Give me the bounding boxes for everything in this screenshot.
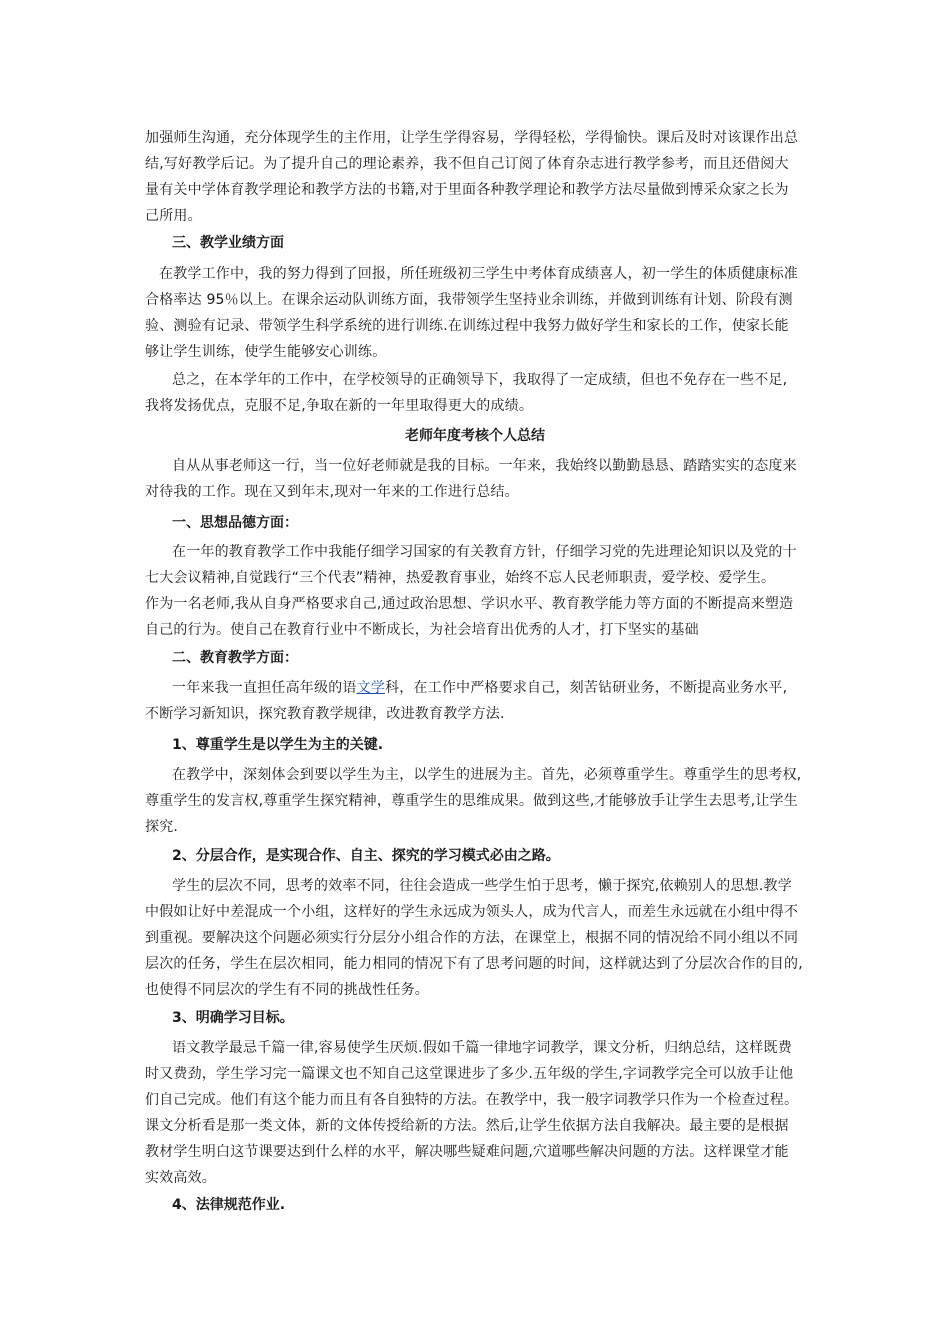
subject-link[interactable]: 文学 [356, 680, 386, 696]
paragraph-learning-goals [145, 1035, 817, 1191]
text-line: 中假如让好中差混成一个小组，这样好的学生永远成为领头人，成为代言人，而差生永远就在小组中得不 [145, 904, 799, 920]
text-line: 够让学生训练，使学生能够安心训练。 [145, 344, 387, 360]
text-line: 层次的任务，学生在层次相同，能力相同的情况下有了思考问题的时间，这样就达到了分层次合作的目的, [145, 956, 803, 972]
heading-section-2: 二、教育教学方面： [172, 650, 298, 666]
paragraph-respect [145, 762, 817, 840]
text-line: 作为一名老师,我从自身严格要求自己,通过政治思想、学识水平、教育教学能力等方面的不断提高来塑造 [145, 596, 794, 612]
text-line: 在一年的教育教学工作中我能仔细学习国家的有关教育方针，仔细学习党的先进理论知识以及党的十 [172, 544, 797, 560]
heading-item-2: 2、分层合作，是实现合作、自主、探究的学习模式必由之路。 [172, 848, 560, 864]
text-line: 七大会议精神,自觉践行“三个代表”精神，热爱教育事业，始终不忘人民老师职责，爱学校、爱学生。 [145, 570, 776, 586]
paragraph-summary [145, 367, 817, 419]
text-line: 们自己完成。他们有这个能力而且有各自独特的方法。在教学中，我一般字词教学只作为一个检查过程。 [145, 1092, 799, 1108]
paragraph-ideology [145, 539, 817, 643]
text-line: 实效高效。 [145, 1170, 216, 1186]
text-line: 结,写好教学后记。为了提升自己的理论素养，我不但自己订阅了体育杂志进行教学参考，而且还借阅大 [145, 156, 789, 172]
text-line: 总之，在本学年的工作中，在学校领导的正确领导下，我取得了一定成绩，但也不免存在一些不足, [172, 372, 788, 388]
paragraph-layered-cooperation [145, 873, 817, 1003]
text-line: 量有关中学体育教学理论和教学方法的书籍,对于里面各种教学理论和教学方法尽量做到博采众家之长为 [145, 182, 789, 198]
text-fragment: 科，在工作中严格要求自己，刻苦钻研业务，不断提高业务水平, [385, 680, 788, 696]
heading-item-4: 4、法律规范作业. [172, 1197, 286, 1213]
text-line: 探究. [145, 819, 179, 835]
heading-item-1: 1、尊重学生是以学生为主的关键. [172, 737, 384, 753]
text-line: 加强师生沟通，充分体现学生的主作用，让学生学得容易，学得轻松，学得愉快。课后及时对该课作出总 [145, 130, 799, 146]
text-line: 自己的行为。使自己在教育行业中不断成长，为社会培育出优秀的人才，打下坚实的基础 [145, 622, 699, 638]
text-line: 在教学中，深刻体会到要以学生为主，以学生的进展为主。首先，必须尊重学生。尊重学生的思考权, [172, 767, 802, 783]
text-line: 不断学习新知识，探究教育教学规律，改进教育教学方法. [145, 706, 505, 722]
text-line: 在教学工作中，我的努力得到了回报，所任班级初三学生中考体育成绩喜人，初一学生的体质健康标准 [159, 266, 798, 282]
heading-section-1: 一、思想品德方面： [172, 515, 298, 531]
text-line: 课文分析看是那一类文体，新的文体传授给新的方法。然后,让学生依据方法自我解决。最主要的是根据 [145, 1118, 789, 1134]
paragraph-intro [145, 453, 817, 505]
document-title: 老师年度考核个人总结 [405, 428, 545, 444]
paragraph-teaching [145, 675, 817, 727]
text-line: 也使得不同层次的学生有不同的挑战性任务。 [145, 982, 429, 998]
text-line: 到重视。要解决这个问题必须实行分层分小组合作的方法，在课堂上，根据不同的情况给不同小组以不同 [145, 930, 799, 946]
text-line: 时又费劲，学生学习完一篇课文也不知自己这堂课进步了多少.五年级的学生,字词教学完全可以放手让他 [145, 1066, 794, 1082]
paragraph-teaching-method [145, 125, 817, 229]
text-line: 教材学生明白这节课要达到什么样的水平，解决哪些疑难问题,穴道哪些解决问题的方法。这样课堂才能 [145, 1144, 789, 1160]
text-line: 尊重学生的发言权,尊重学生探究精神，尊重学生的思维成果。做到这些,才能够放手让学生去思考,让学生 [145, 793, 798, 809]
text-line: 自从从事老师这一行，当一位好老师就是我的目标。一年来，我始终以勤勤恳恳、踏踏实实的态度来 [172, 458, 797, 474]
text-line: 验、测验有记录、带领学生科学系统的进行训练.在训练过程中我努力做好学生和家长的工作，使家长能 [145, 318, 789, 334]
text-line: 我将发扬优点，克服不足,争取在新的一年里取得更大的成绩。 [145, 398, 534, 414]
text-line: 己所用。 [145, 208, 202, 224]
heading-section-3: 三、教学业绩方面 [172, 235, 284, 251]
text-line: 合格率达 95％以上。在课余运动队训练方面，我带领学生坚持业余训练，并做到训练有计划、阶段有测 [145, 292, 793, 308]
text-line: 学生的层次不同，思考的效率不同，往往会造成一些学生怕于思考，懒于探究,依赖别人的思想.教学 [172, 878, 792, 894]
heading-item-3: 3、明确学习目标。 [172, 1010, 294, 1026]
text-line: 对待我的工作。现在又到年末,现对一年来的工作进行总结。 [145, 484, 519, 500]
paragraph-achievements [145, 261, 817, 365]
text-line [145, 675, 817, 701]
text-line: 语文教学最忌千篇一律,容易使学生厌烦.假如千篇一律地字词教学，课文分析，归纳总结，这样既费 [172, 1040, 792, 1056]
text-fragment: 一年来我一直担任高年级的语 [172, 680, 357, 696]
